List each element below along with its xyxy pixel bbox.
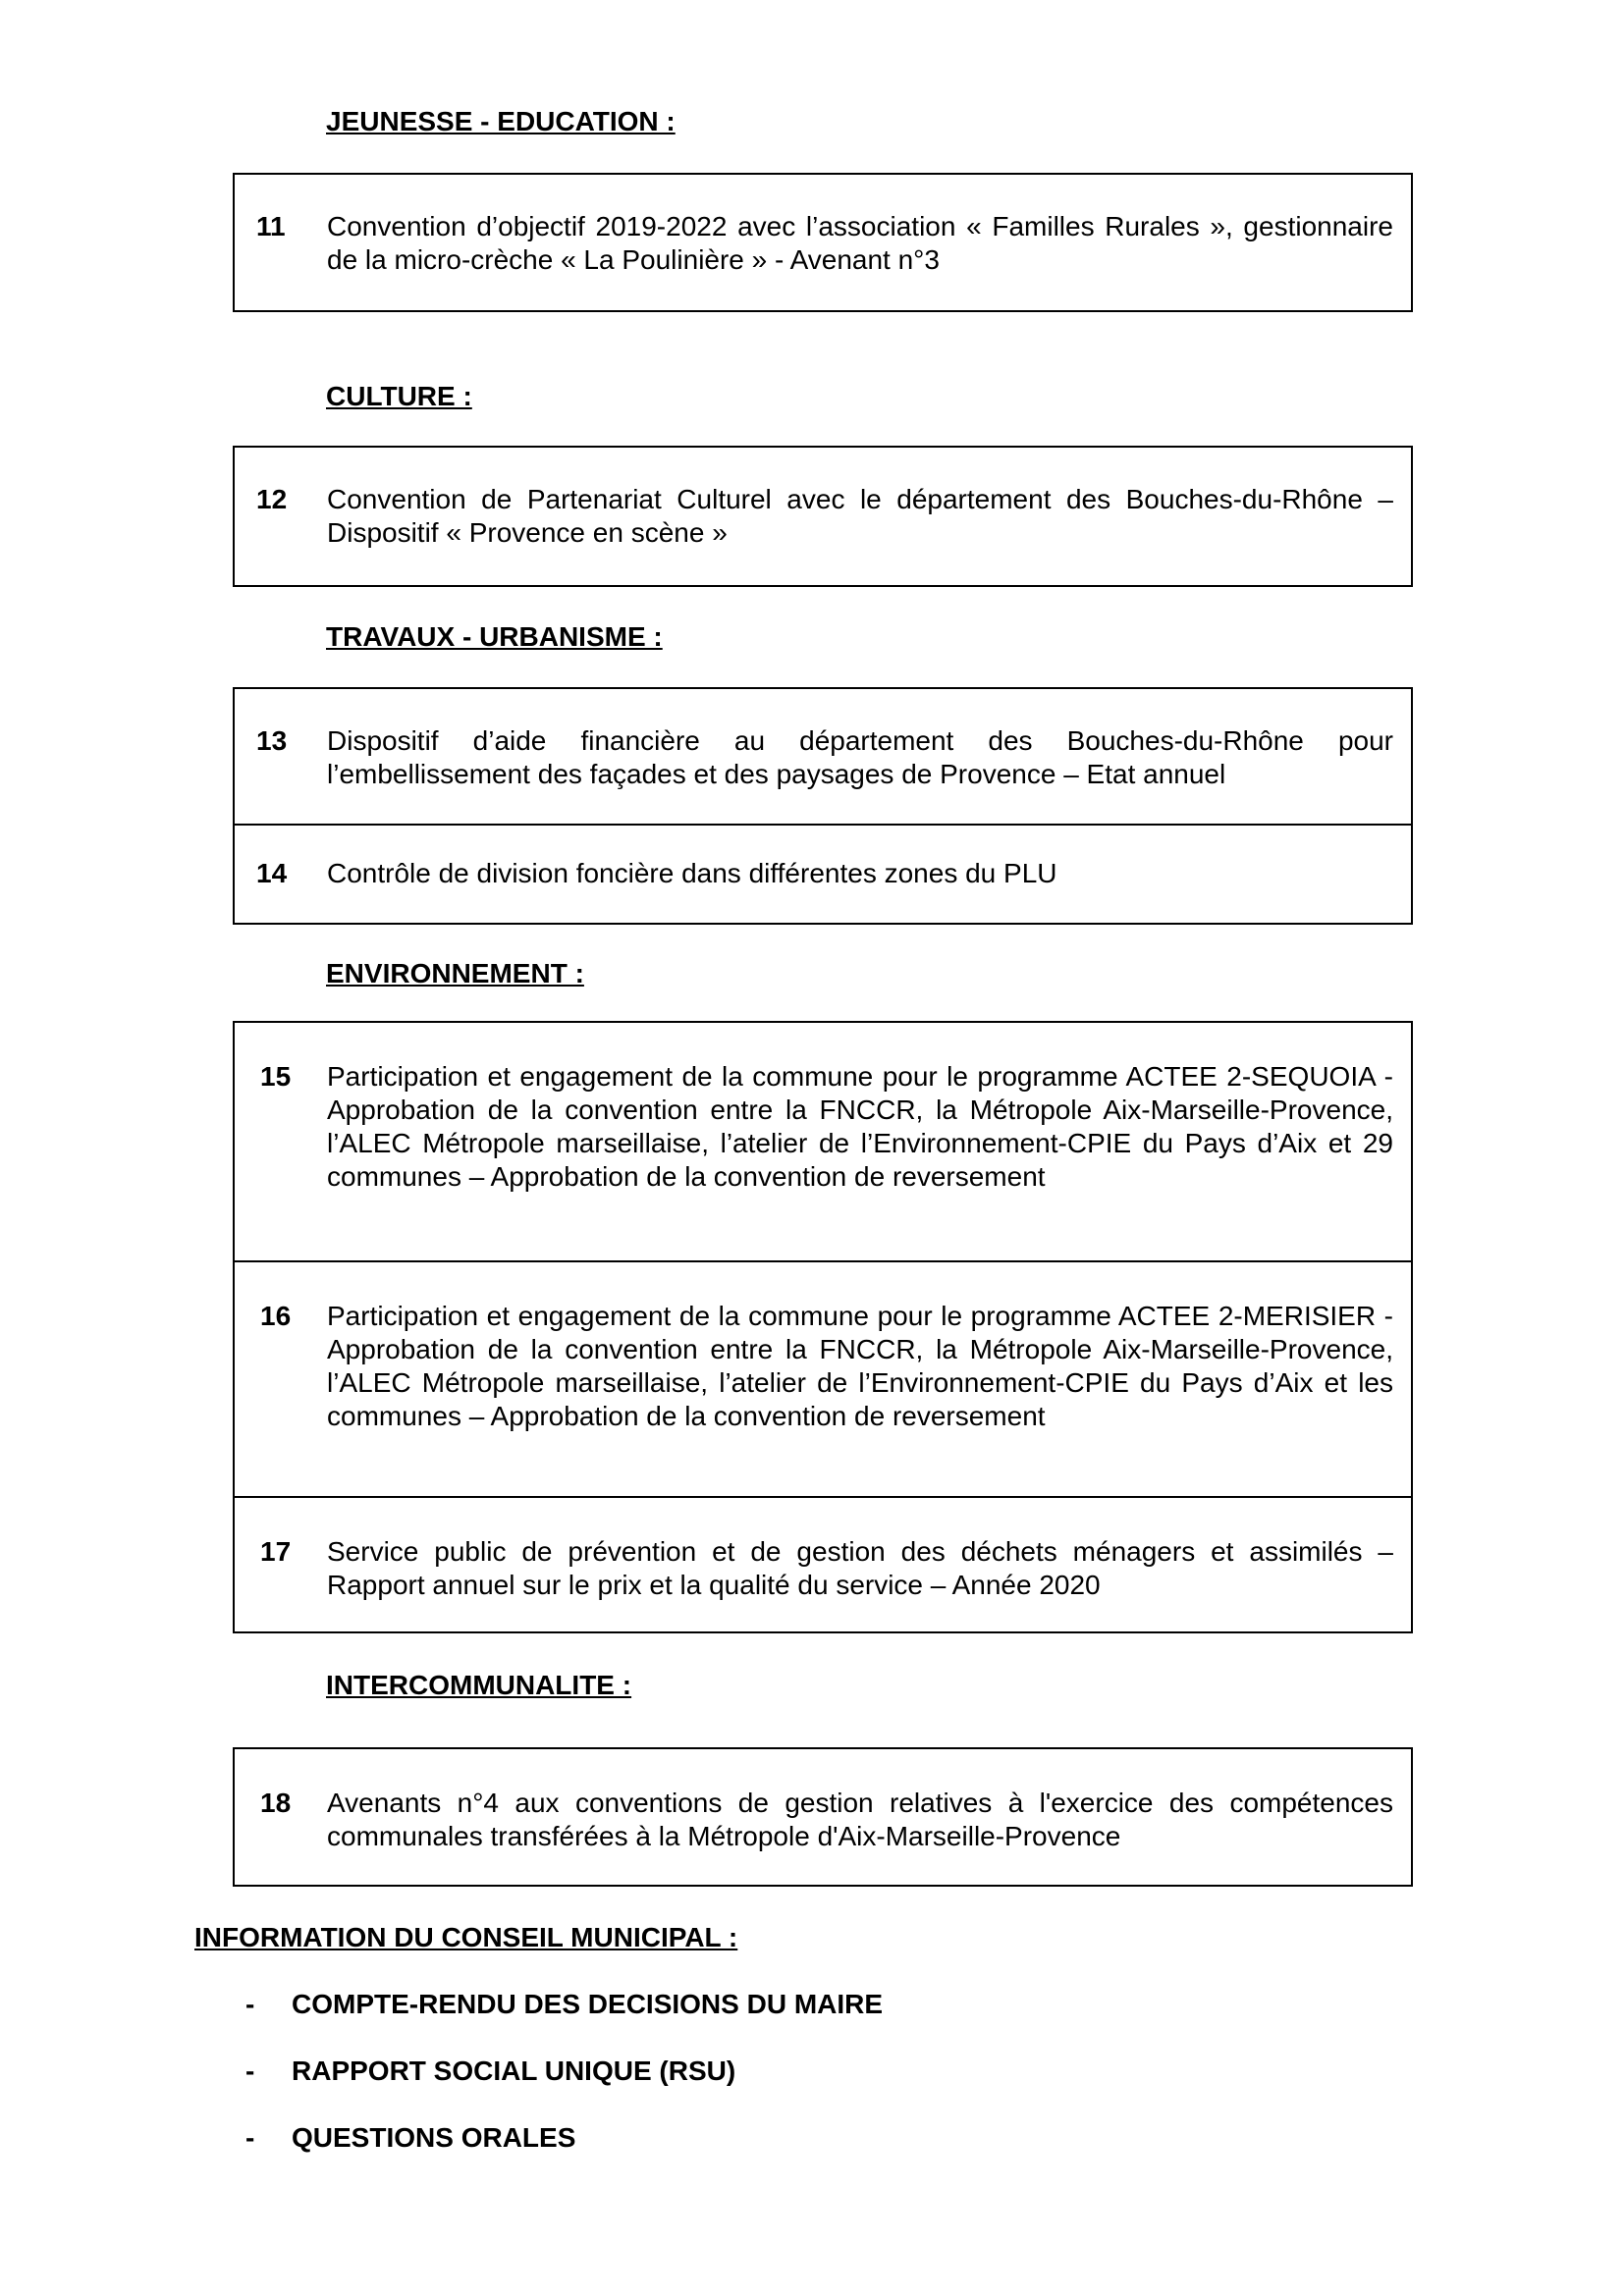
agenda-item-text: Avenants n°4 aux conventions de gestion relatives à l'exercice des compétences communales transférées à la Métropole d'Aix-Marseille-Provence — [327, 1788, 1393, 1851]
information-item-label: RAPPORT SOCIAL UNIQUE (RSU) — [292, 2056, 736, 2086]
agenda-row-18 — [235, 1749, 1411, 1885]
list-dash: - — [245, 2056, 255, 2086]
section-heading-jeunesse-education: JEUNESSE - EDUCATION : — [326, 106, 676, 136]
section-heading-culture: CULTURE : — [326, 381, 472, 411]
agenda-item-number: 18 — [260, 1788, 292, 1818]
agenda-item-number: 11 — [256, 211, 286, 241]
list-dash: - — [245, 2122, 255, 2153]
agenda-table-jeunesse-education — [233, 173, 1413, 312]
information-item-label: COMPTE-RENDU DES DECISIONS DU MAIRE — [292, 1989, 884, 2019]
agenda-table-environnement — [233, 1021, 1413, 1633]
section-heading-environnement: ENVIRONNEMENT : — [326, 958, 584, 988]
information-item — [245, 1989, 883, 2020]
agenda-row-12 — [235, 448, 1411, 585]
agenda-item-text: Contrôle de division foncière dans différentes zones du PLU — [327, 858, 1057, 888]
agenda-item-text: Dispositif d’aide financière au département des Bouches-du-Rhône pour l’embellissement des façades et des paysages de Provence – Etat annuel — [327, 725, 1393, 789]
agenda-row-17 — [235, 1496, 1411, 1629]
agenda-table-intercommunalite — [233, 1747, 1413, 1887]
agenda-item-number: 14 — [256, 858, 288, 888]
section-heading-travaux-urbanisme: TRAVAUX - URBANISME : — [326, 621, 663, 652]
information-heading: INFORMATION DU CONSEIL MUNICIPAL : — [194, 1922, 738, 1952]
agenda-item-number: 17 — [260, 1536, 292, 1567]
agenda-item-text: Convention de Partenariat Culturel avec le département des Bouches-du-Rhône – Dispositif « Provence en scène » — [327, 484, 1393, 548]
agenda-table-travaux-urbanisme — [233, 687, 1413, 925]
agenda-item-text: Participation et engagement de la commune pour le programme ACTEE 2-MERISIER - Approbation de la convention entre la FNCCR, la Métropole Aix-Marseille-Provence, l’ALEC Métropole marseillaise, l’atelier de l’Environnement-CPIE du Pays d’Aix et les communes – Approbation de la convention de reversement — [327, 1301, 1393, 1431]
agenda-item-text: Participation et engagement de la commune pour le programme ACTEE 2-SEQUOIA - Approbation de la convention entre la FNCCR, la Métropole Aix-Marseille-Provence, l’ALEC Métropole marseillaise, l’atelier de l’Environnement-CPIE du Pays d’Aix et 29 communes – Approbation de la convention de reversement — [327, 1061, 1393, 1192]
information-item — [245, 2122, 575, 2154]
information-item — [245, 2056, 735, 2087]
agenda-item-number: 15 — [260, 1061, 292, 1092]
agenda-table-culture — [233, 446, 1413, 587]
agenda-row-13 — [235, 689, 1411, 824]
agenda-item-number: 12 — [256, 484, 288, 514]
agenda-item-text: Service public de prévention et de gestion des déchets ménagers et assimilés – Rapport annuel sur le prix et la qualité du service – Année 2020 — [327, 1536, 1393, 1600]
list-dash: - — [245, 1989, 255, 2019]
agenda-item-number: 16 — [260, 1301, 292, 1331]
agenda-row-14 — [235, 824, 1411, 923]
section-heading-intercommunalite: INTERCOMMUNALITE : — [326, 1670, 632, 1700]
agenda-row-15 — [235, 1023, 1411, 1260]
agenda-item-number: 13 — [256, 725, 288, 756]
agenda-row-11 — [235, 175, 1411, 310]
agenda-item-text: Convention d’objectif 2019-2022 avec l’association « Familles Rurales », gestionnaire de la micro-crèche « La Poulinière » - Avenant n°3 — [327, 211, 1393, 275]
information-item-label: QUESTIONS ORALES — [292, 2122, 576, 2153]
agenda-row-16 — [235, 1260, 1411, 1496]
